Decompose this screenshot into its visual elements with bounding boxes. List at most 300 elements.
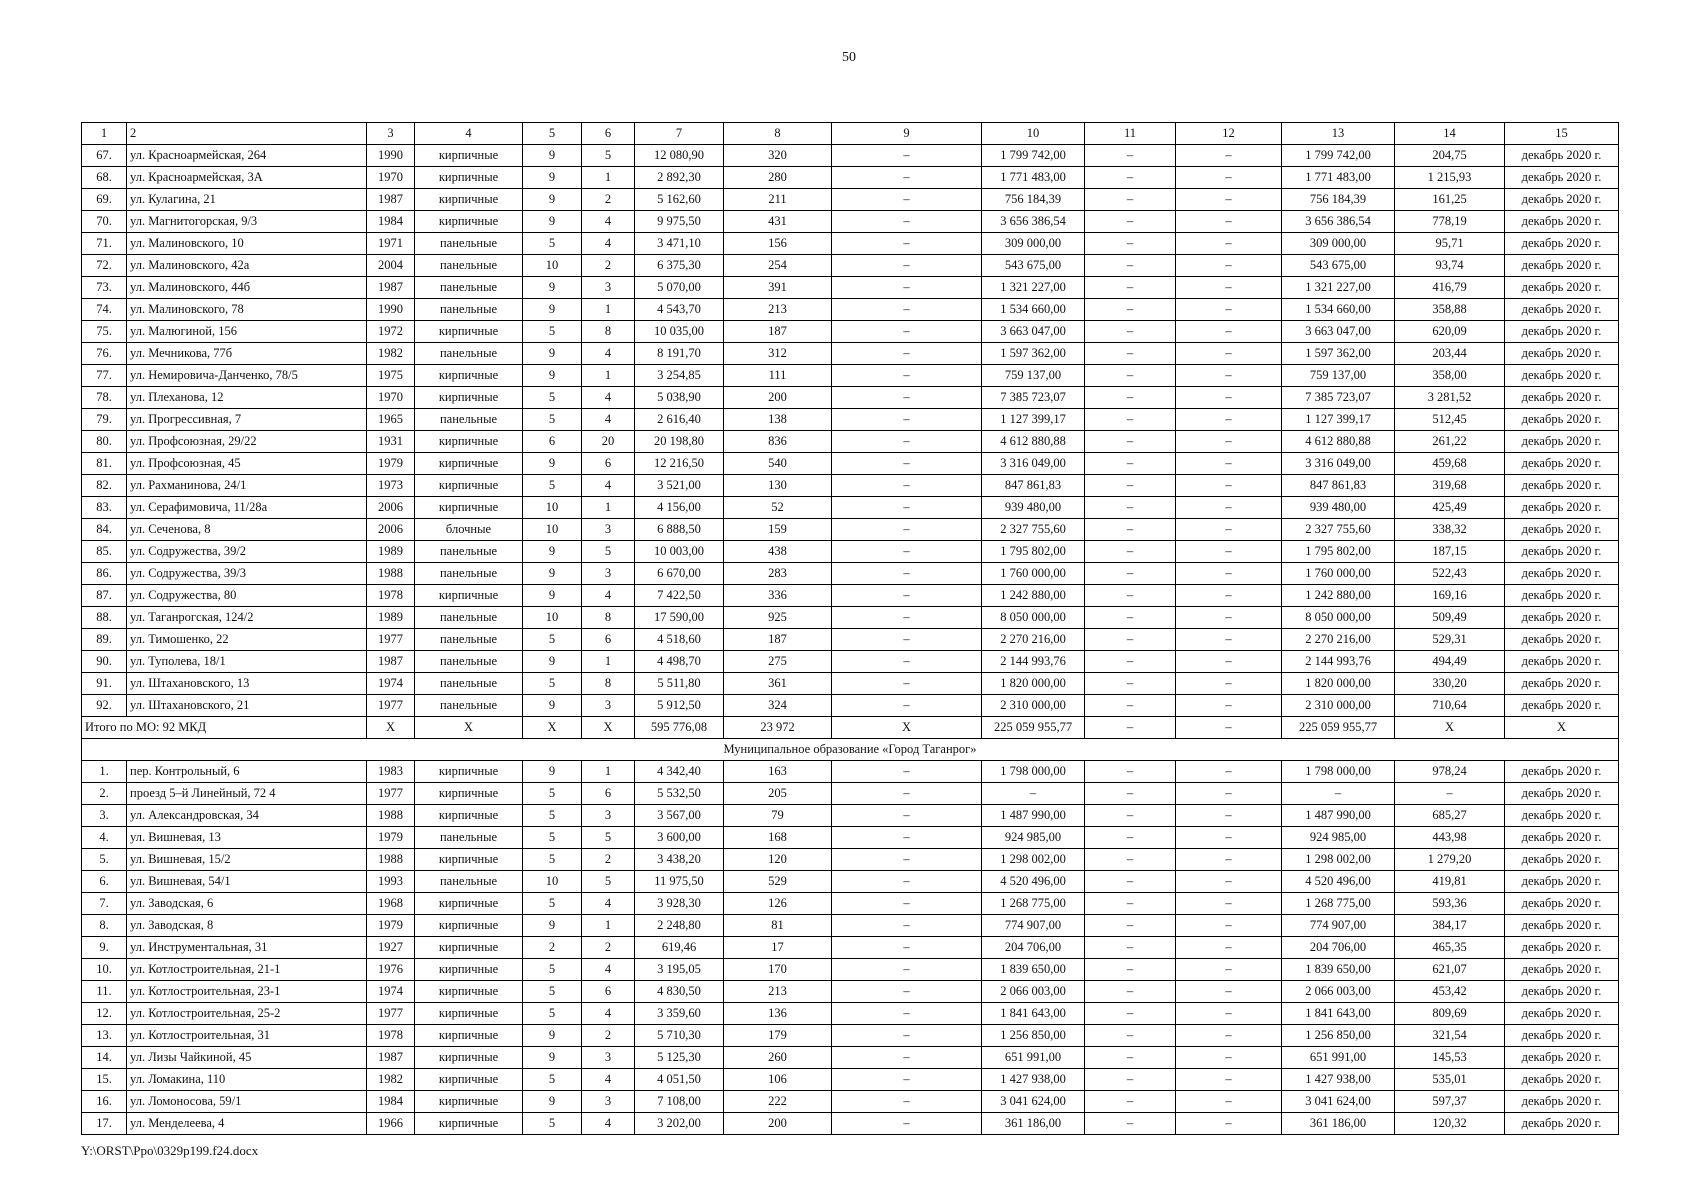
cell-col-7: 4 051,50 [635, 1069, 724, 1091]
cell-col-2: ул. Вишневая, 13 [127, 827, 367, 849]
cell-col-6: 6 [582, 123, 635, 145]
total-cell-col-10: 225 059 955,77 [982, 717, 1085, 739]
cell-col-7: 17 590,00 [635, 607, 724, 629]
table-row [82, 1003, 1619, 1025]
cell-col-9: – [832, 321, 982, 343]
cell-col-7: 12 080,90 [635, 145, 724, 167]
cell-col-5: 9 [523, 915, 582, 937]
cell-col-9: 9 [832, 123, 982, 145]
cell-col-13: 1 127 399,17 [1282, 409, 1395, 431]
cell-col-2: ул. Туполева, 18/1 [127, 651, 367, 673]
cell-col-3: 1975 [367, 365, 415, 387]
cell-col-13: 2 310 000,00 [1282, 695, 1395, 717]
cell-col-10: 2 270 216,00 [982, 629, 1085, 651]
cell-col-15: декабрь 2020 г. [1505, 805, 1619, 827]
cell-col-10: 1 771 483,00 [982, 167, 1085, 189]
total-cell-col-11: – [1085, 717, 1176, 739]
cell-col-6: 2 [582, 849, 635, 871]
cell-col-5: 9 [523, 343, 582, 365]
cell-col-3: 1987 [367, 277, 415, 299]
cell-col-2: пер. Контрольный, 6 [127, 761, 367, 783]
cell-col-8: 200 [724, 387, 832, 409]
cell-col-14: 593,36 [1395, 893, 1505, 915]
table-row [82, 1047, 1619, 1069]
cell-col-9: – [832, 277, 982, 299]
cell-col-6: 5 [582, 871, 635, 893]
cell-col-7: 10 003,00 [635, 541, 724, 563]
cell-col-15: декабрь 2020 г. [1505, 1003, 1619, 1025]
cell-col-14: 161,25 [1395, 189, 1505, 211]
cell-col-7: 5 125,30 [635, 1047, 724, 1069]
table-row [82, 1069, 1619, 1091]
cell-col-1: 80. [82, 431, 127, 453]
cell-col-4: кирпичные [415, 211, 523, 233]
cell-col-13: 847 861,83 [1282, 475, 1395, 497]
table-row [82, 607, 1619, 629]
cell-col-14: 459,68 [1395, 453, 1505, 475]
cell-col-4: панельные [415, 563, 523, 585]
cell-col-11: – [1085, 563, 1176, 585]
cell-col-14: 1 279,20 [1395, 849, 1505, 871]
cell-col-13: 1 799 742,00 [1282, 145, 1395, 167]
cell-col-5: 9 [523, 1091, 582, 1113]
cell-col-11: – [1085, 981, 1176, 1003]
cell-col-8: 336 [724, 585, 832, 607]
cell-col-7: 2 892,30 [635, 167, 724, 189]
cell-col-9: – [832, 453, 982, 475]
cell-col-5: 9 [523, 695, 582, 717]
cell-col-12: – [1176, 365, 1282, 387]
cell-col-9: – [832, 409, 982, 431]
cell-col-8: 136 [724, 1003, 832, 1025]
cell-col-1: 72. [82, 255, 127, 277]
table-row [82, 541, 1619, 563]
cell-col-15: декабрь 2020 г. [1505, 145, 1619, 167]
cell-col-13: 361 186,00 [1282, 1113, 1395, 1135]
cell-col-11: – [1085, 783, 1176, 805]
cell-col-5: 5 [523, 233, 582, 255]
cell-col-12: – [1176, 937, 1282, 959]
cell-col-6: 4 [582, 1069, 635, 1091]
cell-col-10: 361 186,00 [982, 1113, 1085, 1135]
table-row [82, 1113, 1619, 1135]
cell-col-7: 7 422,50 [635, 585, 724, 607]
cell-col-3: 1988 [367, 849, 415, 871]
cell-col-4: кирпичные [415, 585, 523, 607]
cell-col-14: 14 [1395, 123, 1505, 145]
total-cell-col-5: X [523, 717, 582, 739]
section-heading-row [82, 739, 1619, 761]
cell-col-13: 1 771 483,00 [1282, 167, 1395, 189]
cell-col-7: 619,46 [635, 937, 724, 959]
cell-col-1: 7. [82, 893, 127, 915]
cell-col-14: 203,44 [1395, 343, 1505, 365]
cell-col-3: 1976 [367, 959, 415, 981]
cell-col-7: 7 108,00 [635, 1091, 724, 1113]
cell-col-5: 9 [523, 651, 582, 673]
cell-col-6: 2 [582, 189, 635, 211]
table-row [82, 783, 1619, 805]
cell-col-1: 10. [82, 959, 127, 981]
cell-col-12: – [1176, 1003, 1282, 1025]
table-row [82, 189, 1619, 211]
cell-col-2: ул. Менделеева, 4 [127, 1113, 367, 1135]
cell-col-6: 4 [582, 233, 635, 255]
cell-col-7: 5 532,50 [635, 783, 724, 805]
cell-col-10: 1 839 650,00 [982, 959, 1085, 981]
cell-col-1: 81. [82, 453, 127, 475]
table-row [82, 673, 1619, 695]
cell-col-13: 1 820 000,00 [1282, 673, 1395, 695]
cell-col-15: декабрь 2020 г. [1505, 211, 1619, 233]
cell-col-7: 4 518,60 [635, 629, 724, 651]
cell-col-10: 1 427 938,00 [982, 1069, 1085, 1091]
cell-col-15: декабрь 2020 г. [1505, 1025, 1619, 1047]
cell-col-2: ул. Ломакина, 110 [127, 1069, 367, 1091]
cell-col-2: ул. Содружества, 80 [127, 585, 367, 607]
cell-col-12: – [1176, 893, 1282, 915]
cell-col-9: – [832, 497, 982, 519]
cell-col-10: 2 144 993,76 [982, 651, 1085, 673]
cell-col-11: – [1085, 541, 1176, 563]
cell-col-3: 1989 [367, 541, 415, 563]
cell-col-3: 1987 [367, 189, 415, 211]
cell-col-6: 2 [582, 1025, 635, 1047]
cell-col-13: 2 327 755,60 [1282, 519, 1395, 541]
cell-col-11: – [1085, 871, 1176, 893]
cell-col-15: декабрь 2020 г. [1505, 321, 1619, 343]
cell-col-15: декабрь 2020 г. [1505, 651, 1619, 673]
cell-col-15: декабрь 2020 г. [1505, 299, 1619, 321]
cell-col-13: 309 000,00 [1282, 233, 1395, 255]
cell-col-14: 261,22 [1395, 431, 1505, 453]
cell-col-4: кирпичные [415, 497, 523, 519]
cell-col-6: 1 [582, 915, 635, 937]
cell-col-3: 1990 [367, 299, 415, 321]
cell-col-2: ул. Красноармейская, 3А [127, 167, 367, 189]
cell-col-4: кирпичные [415, 915, 523, 937]
total-cell-col-8: 23 972 [724, 717, 832, 739]
cell-col-12: – [1176, 233, 1282, 255]
cell-col-3: 1983 [367, 761, 415, 783]
cell-col-6: 4 [582, 1003, 635, 1025]
cell-col-10: 1 487 990,00 [982, 805, 1085, 827]
cell-col-11: – [1085, 431, 1176, 453]
cell-col-11: – [1085, 409, 1176, 431]
cell-col-11: – [1085, 915, 1176, 937]
total-cell-col-14: X [1395, 717, 1505, 739]
cell-col-8: 260 [724, 1047, 832, 1069]
cell-col-9: – [832, 1003, 982, 1025]
cell-col-10: 3 316 049,00 [982, 453, 1085, 475]
cell-col-13: 3 316 049,00 [1282, 453, 1395, 475]
cell-col-4: панельные [415, 233, 523, 255]
cell-col-7: 3 471,10 [635, 233, 724, 255]
table-row [82, 343, 1619, 365]
table-row [82, 585, 1619, 607]
table-row [82, 563, 1619, 585]
cell-col-8: 130 [724, 475, 832, 497]
cell-col-14: 3 281,52 [1395, 387, 1505, 409]
cell-col-8: 438 [724, 541, 832, 563]
cell-col-14: 620,09 [1395, 321, 1505, 343]
cell-col-2: ул. Немировича-Данченко, 78/5 [127, 365, 367, 387]
cell-col-8: 168 [724, 827, 832, 849]
cell-col-2: ул. Заводская, 6 [127, 893, 367, 915]
cell-col-9: – [832, 387, 982, 409]
cell-col-3: 1966 [367, 1113, 415, 1135]
cell-col-6: 5 [582, 541, 635, 563]
cell-col-14: 330,20 [1395, 673, 1505, 695]
cell-col-8: 222 [724, 1091, 832, 1113]
cell-col-13: 774 907,00 [1282, 915, 1395, 937]
cell-col-9: – [832, 255, 982, 277]
cell-col-10: 543 675,00 [982, 255, 1085, 277]
cell-col-12: – [1176, 959, 1282, 981]
cell-col-1: 5. [82, 849, 127, 871]
cell-col-1: 91. [82, 673, 127, 695]
cell-col-9: – [832, 1025, 982, 1047]
cell-col-4: панельные [415, 277, 523, 299]
cell-col-4: панельные [415, 541, 523, 563]
cell-col-6: 4 [582, 475, 635, 497]
cell-col-6: 6 [582, 629, 635, 651]
cell-col-5: 5 [523, 827, 582, 849]
cell-col-13: 8 050 000,00 [1282, 607, 1395, 629]
cell-col-2: ул. Малюгиной, 156 [127, 321, 367, 343]
cell-col-4: кирпичные [415, 145, 523, 167]
cell-col-3: 1984 [367, 211, 415, 233]
cell-col-1: 14. [82, 1047, 127, 1069]
total-cell-col-4: X [415, 717, 523, 739]
cell-col-5: 5 [523, 893, 582, 915]
cell-col-11: – [1085, 299, 1176, 321]
cell-col-2: ул. Александровская, 34 [127, 805, 367, 827]
cell-col-12: – [1176, 167, 1282, 189]
cell-col-4: кирпичные [415, 981, 523, 1003]
cell-col-15: декабрь 2020 г. [1505, 365, 1619, 387]
cell-col-11: – [1085, 673, 1176, 695]
cell-col-3: 1987 [367, 1047, 415, 1069]
cell-col-2: ул. Штахановского, 21 [127, 695, 367, 717]
cell-col-9: – [832, 233, 982, 255]
cell-col-12: – [1176, 453, 1282, 475]
cell-col-1: 69. [82, 189, 127, 211]
cell-col-12: – [1176, 849, 1282, 871]
cell-col-5: 5 [523, 783, 582, 805]
cell-col-9: – [832, 1047, 982, 1069]
cell-col-9: – [832, 893, 982, 915]
cell-col-14: 95,71 [1395, 233, 1505, 255]
table-row [82, 431, 1619, 453]
cell-col-6: 4 [582, 387, 635, 409]
table-row [82, 277, 1619, 299]
cell-col-13: 1 798 000,00 [1282, 761, 1395, 783]
cell-col-11: – [1085, 277, 1176, 299]
cell-col-14: 494,49 [1395, 651, 1505, 673]
cell-col-4: панельные [415, 695, 523, 717]
cell-col-5: 5 [523, 123, 582, 145]
cell-col-6: 4 [582, 409, 635, 431]
cell-col-14: 187,15 [1395, 541, 1505, 563]
cell-col-3: 1978 [367, 1025, 415, 1047]
table-row [82, 827, 1619, 849]
cell-col-7: 7 [635, 123, 724, 145]
cell-col-1: 13. [82, 1025, 127, 1047]
cell-col-8: 213 [724, 981, 832, 1003]
cell-col-2: ул. Малиновского, 78 [127, 299, 367, 321]
cell-col-4: кирпичные [415, 1091, 523, 1113]
cell-col-8: 280 [724, 167, 832, 189]
table-row [82, 475, 1619, 497]
cell-col-10: 1 127 399,17 [982, 409, 1085, 431]
table-row [82, 1025, 1619, 1047]
cell-col-5: 5 [523, 387, 582, 409]
cell-col-4: кирпичные [415, 387, 523, 409]
cell-col-8: 925 [724, 607, 832, 629]
cell-col-9: – [832, 343, 982, 365]
cell-col-14: 358,88 [1395, 299, 1505, 321]
cell-col-6: 6 [582, 783, 635, 805]
cell-col-10: 10 [982, 123, 1085, 145]
cell-col-6: 8 [582, 321, 635, 343]
cell-col-3: 1972 [367, 321, 415, 343]
cell-col-2: ул. Профсоюзная, 45 [127, 453, 367, 475]
table-row [82, 849, 1619, 871]
cell-col-15: декабрь 2020 г. [1505, 1069, 1619, 1091]
cell-col-9: – [832, 1113, 982, 1135]
cell-col-9: – [832, 695, 982, 717]
cell-col-7: 4 498,70 [635, 651, 724, 673]
cell-col-5: 9 [523, 189, 582, 211]
cell-col-13: 2 144 993,76 [1282, 651, 1395, 673]
total-cell-col-15: X [1505, 717, 1619, 739]
cell-col-11: – [1085, 387, 1176, 409]
cell-col-15: 15 [1505, 123, 1619, 145]
cell-col-12: – [1176, 805, 1282, 827]
cell-col-13: 1 795 802,00 [1282, 541, 1395, 563]
cell-col-3: 1978 [367, 585, 415, 607]
cell-col-13: 1 487 990,00 [1282, 805, 1395, 827]
cell-col-14: 120,32 [1395, 1113, 1505, 1135]
cell-col-11: – [1085, 651, 1176, 673]
cell-col-12: – [1176, 387, 1282, 409]
cell-col-6: 1 [582, 761, 635, 783]
cell-col-7: 3 359,60 [635, 1003, 724, 1025]
cell-col-10: 924 985,00 [982, 827, 1085, 849]
cell-col-2: ул. Малиновского, 10 [127, 233, 367, 255]
cell-col-14: 522,43 [1395, 563, 1505, 585]
cell-col-1: 8. [82, 915, 127, 937]
cell-col-4: кирпичные [415, 1047, 523, 1069]
cell-col-14: 529,31 [1395, 629, 1505, 651]
cell-col-4: кирпичные [415, 453, 523, 475]
cell-col-1: 11. [82, 981, 127, 1003]
cell-col-3: 2006 [367, 519, 415, 541]
table-row [82, 915, 1619, 937]
cell-col-5: 5 [523, 321, 582, 343]
cell-col-9: – [832, 827, 982, 849]
cell-col-8: 120 [724, 849, 832, 871]
cell-col-7: 9 975,50 [635, 211, 724, 233]
cell-col-12: – [1176, 673, 1282, 695]
cell-col-14: 169,16 [1395, 585, 1505, 607]
cell-col-9: – [832, 145, 982, 167]
table-row [82, 453, 1619, 475]
cell-col-14: 338,32 [1395, 519, 1505, 541]
cell-col-15: декабрь 2020 г. [1505, 695, 1619, 717]
cell-col-12: – [1176, 915, 1282, 937]
cell-col-6: 4 [582, 893, 635, 915]
table-row [82, 145, 1619, 167]
cell-col-15: декабрь 2020 г. [1505, 673, 1619, 695]
cell-col-11: – [1085, 211, 1176, 233]
cell-col-14: 465,35 [1395, 937, 1505, 959]
cell-col-4: кирпичные [415, 783, 523, 805]
cell-col-3: 1979 [367, 827, 415, 849]
cell-col-7: 8 191,70 [635, 343, 724, 365]
cell-col-13: 651 991,00 [1282, 1047, 1395, 1069]
cell-col-8: 283 [724, 563, 832, 585]
table-body [82, 123, 1619, 1135]
cell-col-10: 1 534 660,00 [982, 299, 1085, 321]
cell-col-8: 156 [724, 233, 832, 255]
cell-col-4: кирпичные [415, 959, 523, 981]
cell-col-2: ул. Магнитогорская, 9/3 [127, 211, 367, 233]
cell-col-9: – [832, 871, 982, 893]
cell-col-14: 535,01 [1395, 1069, 1505, 1091]
cell-col-7: 4 543,70 [635, 299, 724, 321]
cell-col-6: 3 [582, 805, 635, 827]
cell-col-11: – [1085, 1025, 1176, 1047]
cell-col-15: декабрь 2020 г. [1505, 541, 1619, 563]
cell-col-12: – [1176, 1047, 1282, 1069]
cell-col-11: – [1085, 1047, 1176, 1069]
cell-col-12: – [1176, 607, 1282, 629]
cell-col-10: 1 321 227,00 [982, 277, 1085, 299]
cell-col-5: 5 [523, 409, 582, 431]
cell-col-2: ул. Прогрессивная, 7 [127, 409, 367, 431]
cell-col-3: 1987 [367, 651, 415, 673]
cell-col-7: 6 888,50 [635, 519, 724, 541]
cell-col-3: 3 [367, 123, 415, 145]
cell-col-10: 939 480,00 [982, 497, 1085, 519]
cell-col-2: ул. Инструментальная, 31 [127, 937, 367, 959]
table-row [82, 387, 1619, 409]
cell-col-5: 9 [523, 365, 582, 387]
cell-col-3: 1982 [367, 1069, 415, 1091]
cell-col-4: кирпичные [415, 1113, 523, 1135]
cell-col-13: 3 663 047,00 [1282, 321, 1395, 343]
cell-col-12: – [1176, 497, 1282, 519]
cell-col-8: 213 [724, 299, 832, 321]
cell-col-1: 77. [82, 365, 127, 387]
cell-col-15: декабрь 2020 г. [1505, 255, 1619, 277]
cell-col-15: декабрь 2020 г. [1505, 783, 1619, 805]
cell-col-5: 9 [523, 299, 582, 321]
cell-col-1: 82. [82, 475, 127, 497]
cell-col-11: – [1085, 585, 1176, 607]
cell-col-14: 809,69 [1395, 1003, 1505, 1025]
cell-col-10: 1 268 775,00 [982, 893, 1085, 915]
cell-col-14: 358,00 [1395, 365, 1505, 387]
table-row [82, 299, 1619, 321]
cell-col-11: – [1085, 167, 1176, 189]
cell-col-14: 1 215,93 [1395, 167, 1505, 189]
cell-col-1: 3. [82, 805, 127, 827]
cell-col-11: – [1085, 519, 1176, 541]
table-row [82, 959, 1619, 981]
